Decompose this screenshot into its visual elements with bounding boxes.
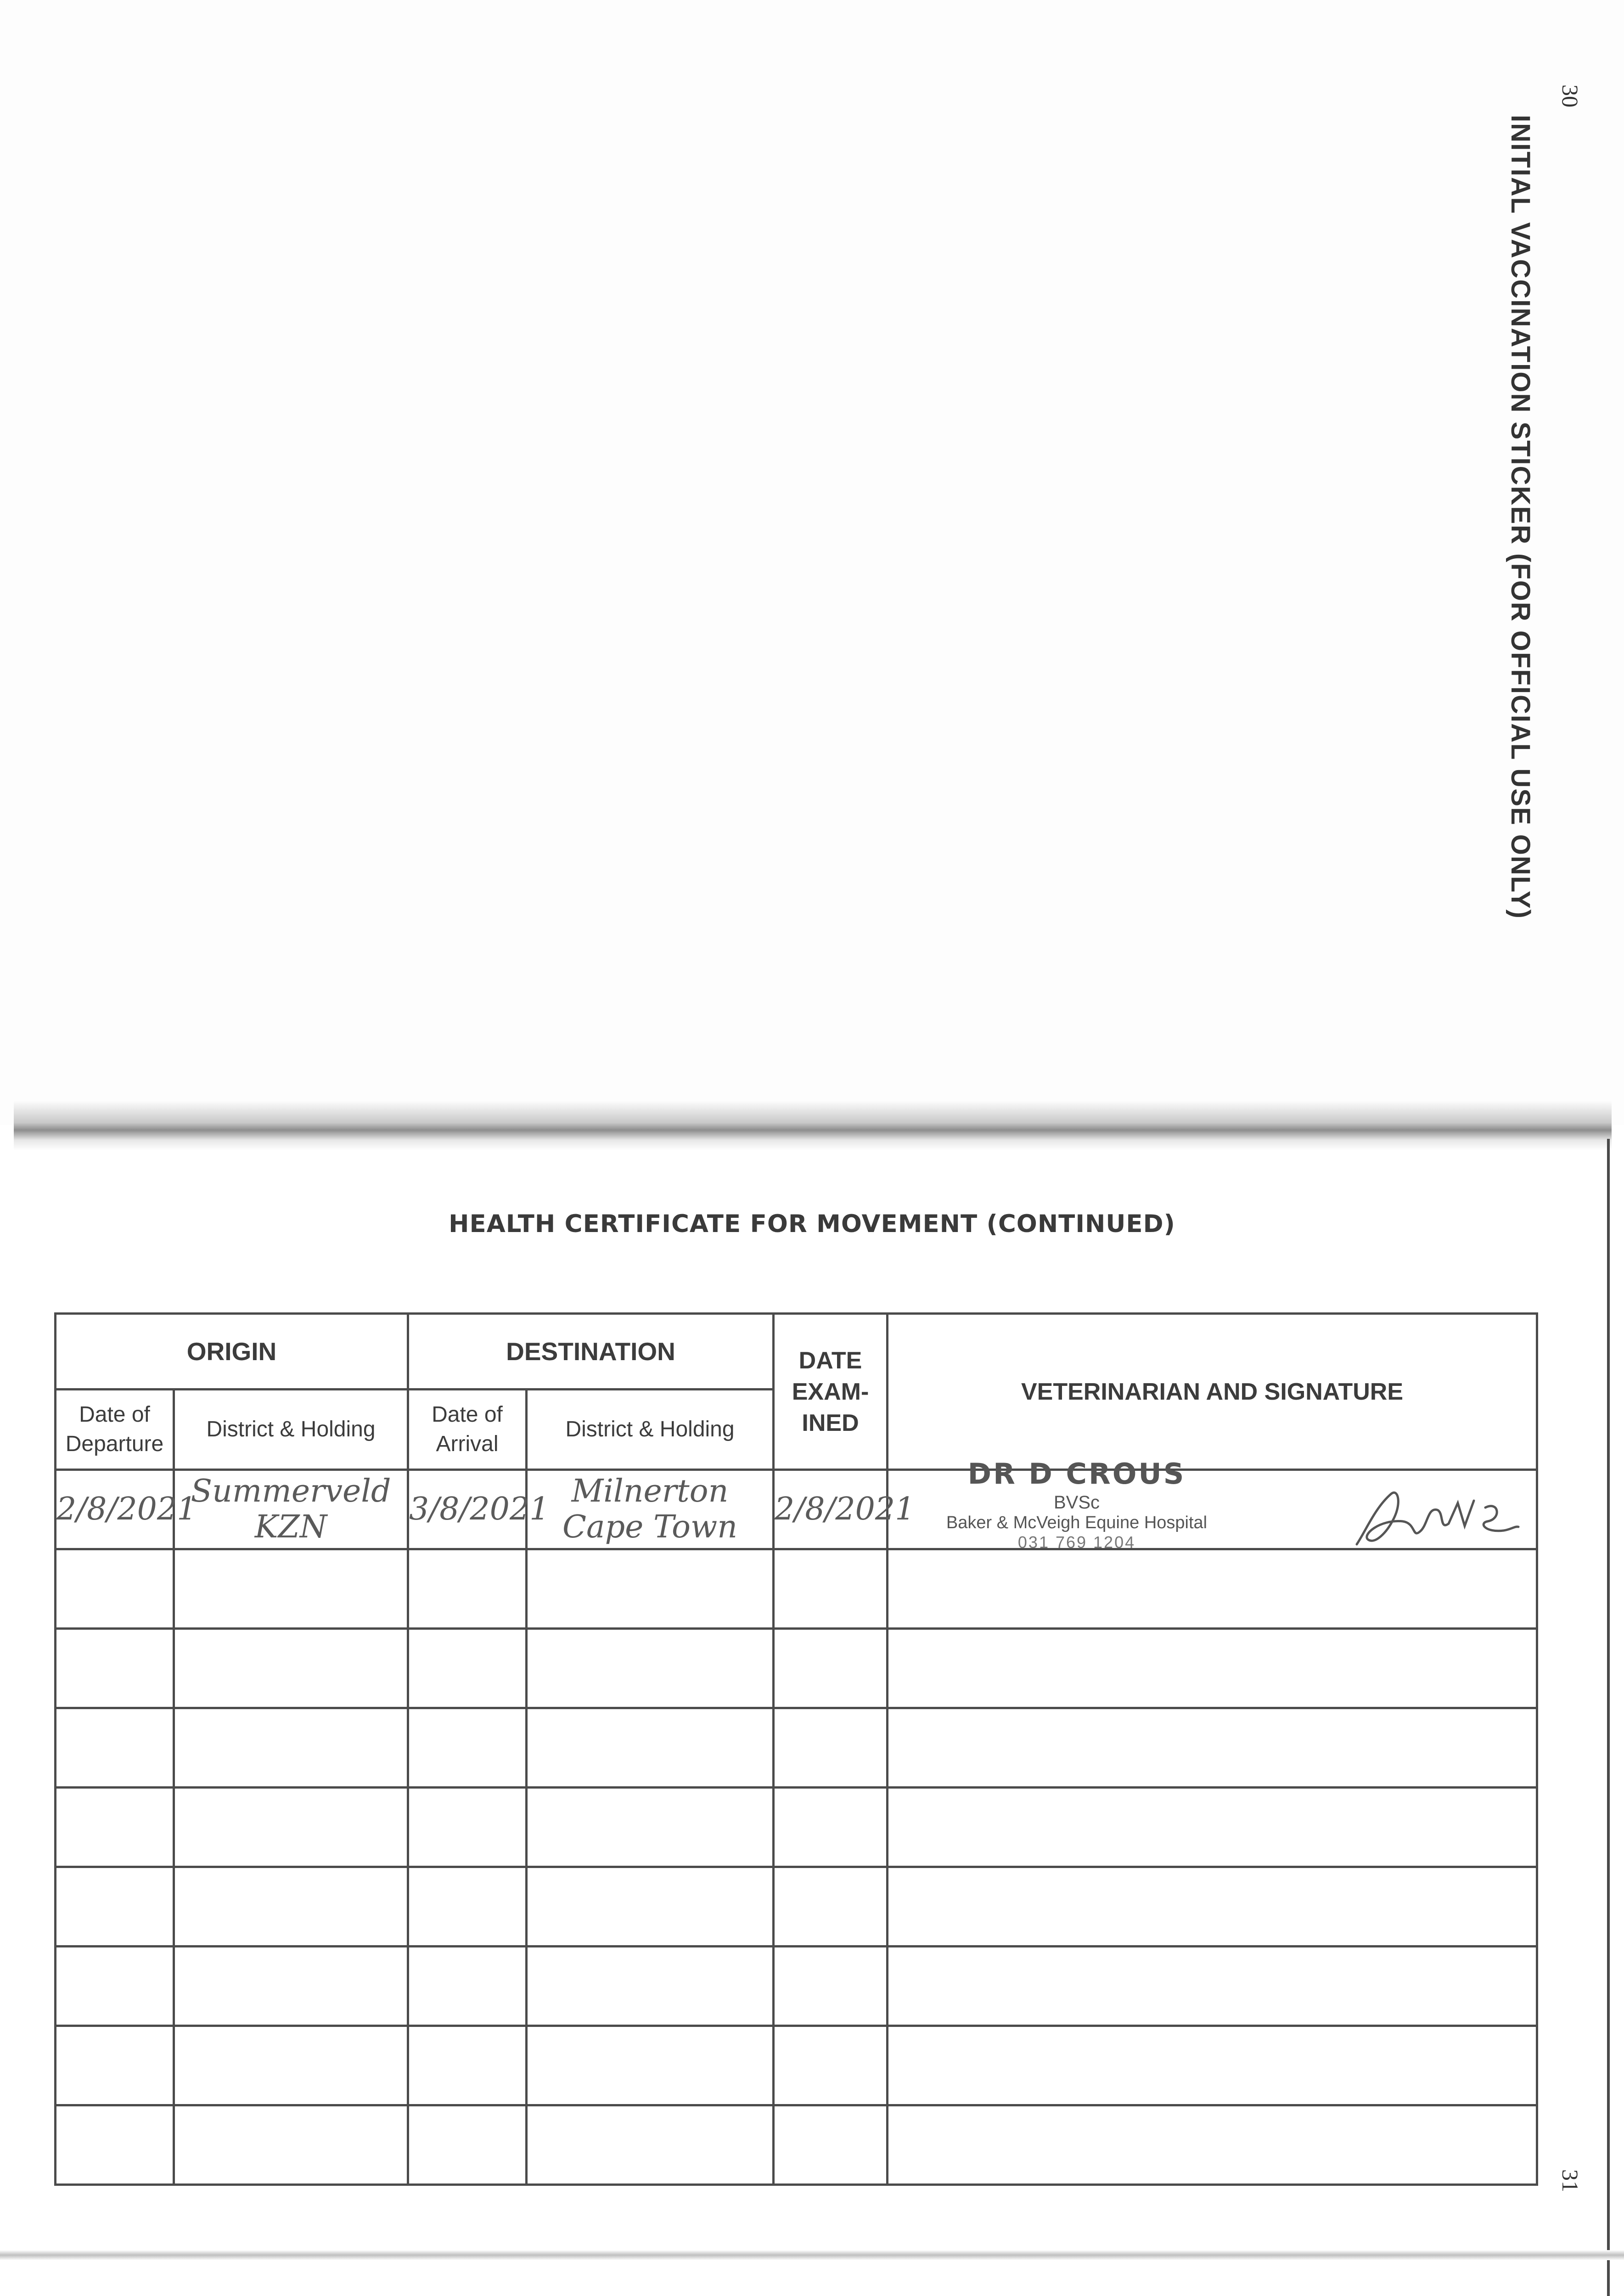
destination-holding-cell[interactable] (527, 1549, 774, 1629)
page-edge (1607, 1139, 1610, 2296)
origin-district-header: District & Holding (174, 1390, 408, 1470)
origin-holding-cell[interactable] (174, 1867, 408, 1947)
arrival-label-1: Date of (432, 1402, 503, 1427)
table-row (56, 1947, 1537, 2026)
departure-date-cell[interactable] (56, 1470, 197, 1549)
movement-table (54, 1312, 1538, 2186)
arrival-label-2: Arrival (436, 1432, 499, 1456)
table-row (56, 1788, 1537, 1867)
vet-stamp (916, 1457, 1237, 1552)
destination-holding-line1: Milnerton (571, 1473, 729, 1509)
table-row (56, 1549, 1537, 1629)
table-row (56, 2026, 1537, 2105)
date-of-arrival-header (408, 1390, 527, 1470)
date-examined-cell[interactable] (774, 1708, 888, 1788)
arrival-date-cell[interactable] (408, 2105, 527, 2185)
veterinarian-header: VETERINARIAN AND SIGNATURE (888, 1314, 1537, 1470)
date-of-departure-header (56, 1390, 174, 1470)
departure-date-cell[interactable] (56, 1549, 174, 1629)
page-bottom-edge (0, 2250, 1624, 2260)
veterinarian-cell[interactable] (888, 1629, 1537, 1708)
date-examined-cell[interactable] (774, 1470, 915, 1549)
arrival-date-cell[interactable] (408, 1947, 527, 2026)
origin-holding-cell[interactable] (174, 2105, 408, 2185)
origin-holding-cell[interactable] (174, 1708, 408, 1788)
arrival-date-cell[interactable] (408, 1470, 550, 1549)
departure-date: 2/8/2021 (56, 1491, 197, 1527)
date-examined-cell[interactable] (774, 1629, 888, 1708)
departure-date-cell[interactable] (56, 2105, 174, 2185)
departure-date-cell[interactable] (56, 2026, 174, 2105)
origin-holding-line2: KZN (254, 1509, 327, 1545)
destination-holding-cell[interactable] (527, 2026, 774, 2105)
vaccination-sticker-title: INITIAL VACCINATION STICKER (FOR OFFICIAL USE ONLY) (1506, 115, 1535, 919)
page-number-top: 30 (1557, 84, 1583, 107)
arrival-date-cell[interactable] (408, 2026, 527, 2105)
arrival-date: 3/8/2021 (409, 1491, 550, 1527)
arrival-date-cell[interactable] (408, 1788, 527, 1867)
stamp-qualification: BVSc (1053, 1492, 1100, 1513)
veterinarian-cell[interactable] (888, 1867, 1537, 1947)
veterinarian-cell[interactable] (888, 2105, 1537, 2185)
veterinarian-cell[interactable] (888, 2026, 1537, 2105)
arrival-date-cell[interactable] (408, 1629, 527, 1708)
date-examined-label-2: EXAM- (792, 1378, 869, 1405)
table-row (56, 1470, 1537, 1549)
veterinarian-cell[interactable] (888, 1947, 1537, 2026)
destination-holding-cell[interactable] (527, 1470, 774, 1549)
origin-holding-line1: Summerveld (191, 1473, 391, 1509)
stamp-phone: 031 769 1204 (1017, 1533, 1136, 1552)
veterinarian-cell[interactable] (888, 1457, 1537, 1552)
date-examined-cell[interactable] (774, 2026, 888, 2105)
departure-date-cell[interactable] (56, 1708, 174, 1788)
destination-district-header: District & Holding (527, 1390, 774, 1470)
date-examined-cell[interactable] (774, 1549, 888, 1629)
table-row (56, 1708, 1537, 1788)
destination-header: DESTINATION (408, 1314, 774, 1390)
date-examined-header (774, 1314, 888, 1470)
departure-date-cell[interactable] (56, 1788, 174, 1867)
departure-date-cell[interactable] (56, 1947, 174, 2026)
departure-date-cell[interactable] (56, 1867, 174, 1947)
veterinarian-cell[interactable] (888, 1549, 1537, 1629)
arrival-date-cell[interactable] (408, 1867, 527, 1947)
destination-holding-cell[interactable] (527, 1708, 774, 1788)
destination-holding-cell[interactable] (527, 1788, 774, 1867)
stamp-organisation: Baker & McVeigh Equine Hospital (946, 1513, 1208, 1532)
date-examined: 2/8/2021 (775, 1491, 915, 1527)
veterinarian-cell[interactable] (888, 1788, 1537, 1867)
departure-label-1: Date of (79, 1402, 150, 1427)
origin-header: ORIGIN (56, 1314, 408, 1390)
table-row (56, 1867, 1537, 1947)
origin-holding-cell[interactable] (174, 2026, 408, 2105)
destination-holding-line2: Cape Town (562, 1509, 737, 1545)
date-examined-cell[interactable] (774, 1867, 888, 1947)
date-examined-label-1: DATE (798, 1347, 862, 1374)
arrival-date-cell[interactable] (408, 1708, 527, 1788)
table-row (56, 1629, 1537, 1708)
destination-holding-cell[interactable] (527, 1867, 774, 1947)
page-number-bottom: 31 (1557, 2169, 1583, 2192)
departure-label-2: Departure (65, 1432, 164, 1456)
veterinarian-cell[interactable] (888, 1708, 1537, 1788)
page-fold (14, 1100, 1612, 1150)
destination-holding-cell[interactable] (527, 1629, 774, 1708)
origin-holding-cell[interactable] (174, 1947, 408, 2026)
table-row (56, 2105, 1537, 2185)
arrival-date-cell[interactable] (408, 1549, 527, 1629)
origin-holding-cell[interactable] (174, 1629, 408, 1708)
stamp-vet-name: DR D CROUS (967, 1457, 1186, 1491)
date-examined-cell[interactable] (774, 1947, 888, 2026)
departure-date-cell[interactable] (56, 1629, 174, 1708)
date-examined-label-3: INED (802, 1409, 859, 1436)
vet-signature-icon (1348, 1475, 1522, 1553)
upper-page (0, 0, 1624, 1125)
origin-holding-cell[interactable] (174, 1470, 408, 1549)
destination-holding-cell[interactable] (527, 1947, 774, 2026)
date-examined-cell[interactable] (774, 2105, 888, 2185)
certificate-title: HEALTH CERTIFICATE FOR MOVEMENT (CONTINUED) (449, 1210, 1175, 1238)
destination-holding-cell[interactable] (527, 2105, 774, 2185)
origin-holding-cell[interactable] (174, 1788, 408, 1867)
origin-holding-cell[interactable] (174, 1549, 408, 1629)
date-examined-cell[interactable] (774, 1788, 888, 1867)
